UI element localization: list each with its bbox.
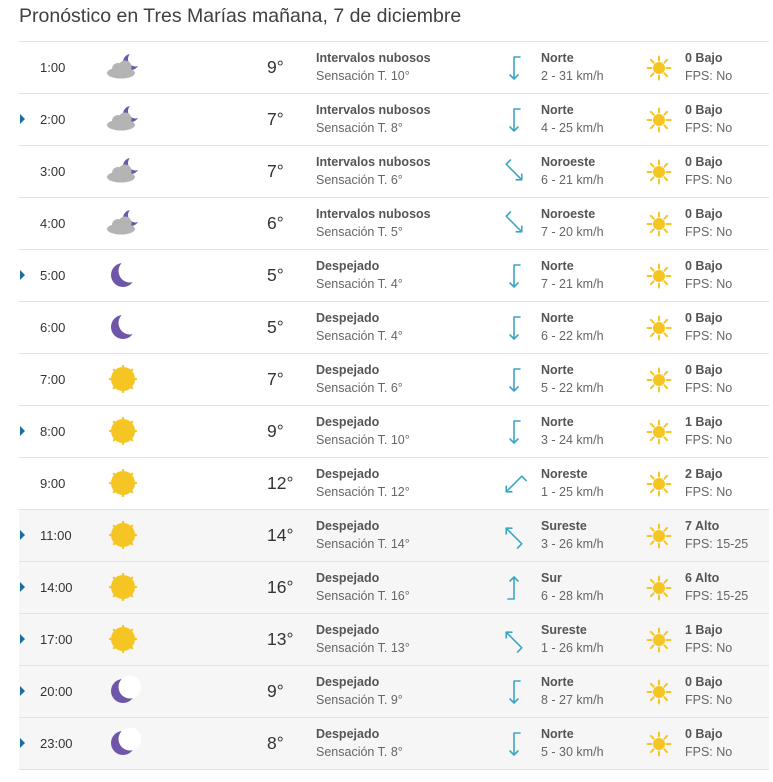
forecast-row — [19, 458, 769, 510]
feels-like: Sensación T. 16° — [316, 589, 410, 603]
expand-arrow-icon[interactable] — [20, 738, 25, 748]
cloud-moon-icon — [105, 207, 141, 239]
temperature: 5° — [267, 317, 284, 337]
uv-index: 1 Bajo — [685, 415, 723, 429]
expand-arrow-icon[interactable] — [20, 426, 25, 436]
forecast-row[interactable] — [19, 562, 769, 614]
sky-description: Despejado — [316, 727, 380, 741]
feels-like: Sensación T. 6° — [316, 173, 403, 187]
forecast-row — [19, 198, 769, 250]
expand-arrow-icon[interactable] — [20, 114, 25, 124]
forecast-row[interactable] — [19, 614, 769, 666]
cloud-moon-icon — [105, 103, 141, 135]
hour-label: 7:00 — [40, 372, 66, 387]
uv-sun-icon — [646, 211, 672, 237]
wind-direction: Norte — [541, 675, 574, 689]
expand-arrow-icon[interactable] — [20, 530, 25, 540]
uv-index: 2 Bajo — [685, 467, 723, 481]
wind-north-icon — [500, 676, 528, 708]
sun-icon — [105, 623, 141, 655]
uv-sun-icon — [646, 471, 672, 497]
uv-sun-icon — [646, 55, 672, 81]
feels-like: Sensación T. 4° — [316, 329, 403, 343]
wind-speed: 3 - 26 km/h — [541, 537, 604, 551]
wind-direction: Sureste — [541, 519, 587, 533]
sky-description: Despejado — [316, 519, 380, 533]
temperature: 8° — [267, 733, 284, 753]
wind-speed: 4 - 25 km/h — [541, 121, 604, 135]
wind-northwest-icon — [500, 156, 528, 188]
wind-speed: 8 - 27 km/h — [541, 693, 604, 707]
forecast-row[interactable] — [19, 666, 769, 718]
sun-icon — [105, 363, 141, 395]
temperature: 14° — [267, 525, 294, 545]
fps-label: FPS: No — [685, 173, 733, 187]
hour-label: 4:00 — [40, 216, 66, 231]
hour-label: 6:00 — [40, 320, 66, 335]
wind-speed: 7 - 20 km/h — [541, 225, 604, 239]
uv-sun-icon — [646, 523, 672, 549]
wind-north-icon — [500, 104, 528, 136]
uv-sun-icon — [646, 731, 672, 757]
forecast-row — [19, 302, 769, 354]
moon-icon — [105, 675, 141, 707]
wind-speed: 6 - 21 km/h — [541, 173, 604, 187]
fps-label: FPS: No — [685, 485, 733, 499]
cloud-moon-icon — [105, 155, 141, 187]
temperature: 7° — [267, 109, 284, 129]
uv-index: 0 Bajo — [685, 259, 723, 273]
expand-arrow-icon[interactable] — [20, 582, 25, 592]
sky-description: Intervalos nubosos — [316, 207, 431, 221]
uv-sun-icon — [646, 159, 672, 185]
forecast-row[interactable] — [19, 406, 769, 458]
hour-label: 2:00 — [40, 112, 66, 127]
wind-direction: Norte — [541, 311, 574, 325]
sun-icon — [105, 467, 141, 499]
uv-index: 0 Bajo — [685, 311, 723, 325]
wind-speed: 1 - 25 km/h — [541, 485, 604, 499]
forecast-row — [19, 42, 769, 94]
moon-icon — [105, 727, 141, 759]
uv-sun-icon — [646, 263, 672, 289]
feels-like: Sensación T. 13° — [316, 641, 410, 655]
fps-label: FPS: No — [685, 69, 733, 83]
temperature: 5° — [267, 265, 284, 285]
cloud-moon-icon — [105, 51, 141, 83]
sky-description: Despejado — [316, 623, 380, 637]
page-title: Pronóstico en Tres Marías mañana, 7 de diciembre — [19, 5, 462, 27]
wind-speed: 3 - 24 km/h — [541, 433, 604, 447]
forecast-row[interactable] — [19, 250, 769, 302]
sun-icon — [105, 519, 141, 551]
temperature: 13° — [267, 629, 294, 649]
feels-like: Sensación T. 8° — [316, 745, 403, 759]
hour-label: 17:00 — [40, 632, 73, 647]
forecast-row[interactable] — [19, 718, 769, 770]
wind-direction: Noroeste — [541, 207, 596, 221]
sky-description: Despejado — [316, 363, 380, 377]
uv-index: 7 Alto — [685, 519, 720, 533]
uv-index: 1 Bajo — [685, 623, 723, 637]
uv-index: 0 Bajo — [685, 363, 723, 377]
feels-like: Sensación T. 10° — [316, 69, 410, 83]
wind-speed: 2 - 31 km/h — [541, 69, 604, 83]
wind-northeast-icon — [500, 468, 528, 500]
sun-icon — [105, 415, 141, 447]
wind-speed: 7 - 21 km/h — [541, 277, 604, 291]
uv-sun-icon — [646, 107, 672, 133]
uv-sun-icon — [646, 679, 672, 705]
wind-north-icon — [500, 312, 528, 344]
fps-label: FPS: No — [685, 641, 733, 655]
feels-like: Sensación T. 6° — [316, 381, 403, 395]
forecast-row — [19, 354, 769, 406]
expand-arrow-icon[interactable] — [20, 634, 25, 644]
temperature: 7° — [267, 369, 284, 389]
hour-label: 20:00 — [40, 684, 73, 699]
uv-index: 0 Bajo — [685, 51, 723, 65]
temperature: 12° — [267, 473, 294, 493]
hour-label: 14:00 — [40, 580, 73, 595]
hour-label: 5:00 — [40, 268, 66, 283]
wind-south-icon — [500, 572, 528, 604]
uv-index: 0 Bajo — [685, 103, 723, 117]
wind-direction: Sur — [541, 571, 562, 585]
sky-description: Despejado — [316, 675, 380, 689]
feels-like: Sensación T. 12° — [316, 485, 410, 499]
wind-direction: Norte — [541, 363, 574, 377]
uv-index: 0 Bajo — [685, 207, 723, 221]
sun-icon — [105, 571, 141, 603]
wind-northwest-icon — [500, 208, 528, 240]
wind-direction: Norte — [541, 51, 574, 65]
wind-southeast-icon — [500, 520, 528, 552]
wind-direction: Norte — [541, 103, 574, 117]
uv-sun-icon — [646, 419, 672, 445]
fps-label: FPS: 15-25 — [685, 537, 749, 551]
wind-direction: Noroeste — [541, 155, 596, 169]
hour-label: 23:00 — [40, 736, 73, 751]
hour-label: 9:00 — [40, 476, 66, 491]
feels-like: Sensación T. 14° — [316, 537, 410, 551]
wind-direction: Sureste — [541, 623, 587, 637]
uv-index: 0 Bajo — [685, 155, 723, 169]
sky-description: Despejado — [316, 415, 380, 429]
sky-description: Despejado — [316, 571, 380, 585]
temperature: 7° — [267, 161, 284, 181]
sky-description: Despejado — [316, 259, 380, 273]
uv-sun-icon — [646, 315, 672, 341]
uv-index: 6 Alto — [685, 571, 720, 585]
feels-like: Sensación T. 4° — [316, 277, 403, 291]
fps-label: FPS: No — [685, 225, 733, 239]
uv-sun-icon — [646, 627, 672, 653]
wind-north-icon — [500, 52, 528, 84]
temperature: 16° — [267, 577, 294, 597]
fps-label: FPS: No — [685, 433, 733, 447]
sky-description: Intervalos nubosos — [316, 51, 431, 65]
fps-label: FPS: 15-25 — [685, 589, 749, 603]
wind-direction: Noreste — [541, 467, 588, 481]
wind-southeast-icon — [500, 624, 528, 656]
fps-label: FPS: No — [685, 121, 733, 135]
forecast-row — [19, 146, 769, 198]
wind-speed: 1 - 26 km/h — [541, 641, 604, 655]
wind-north-icon — [500, 416, 528, 448]
hour-label: 3:00 — [40, 164, 66, 179]
feels-like: Sensación T. 8° — [316, 121, 403, 135]
wind-direction: Norte — [541, 259, 574, 273]
moon-icon — [105, 311, 141, 343]
fps-label: FPS: No — [685, 329, 733, 343]
sky-description: Intervalos nubosos — [316, 155, 431, 169]
wind-north-icon — [500, 728, 528, 760]
uv-sun-icon — [646, 367, 672, 393]
wind-north-icon — [500, 260, 528, 292]
moon-icon — [105, 259, 141, 291]
temperature: 6° — [267, 213, 284, 233]
temperature: 9° — [267, 681, 284, 701]
hour-label: 8:00 — [40, 424, 66, 439]
fps-label: FPS: No — [685, 693, 733, 707]
hour-label: 11:00 — [40, 528, 72, 543]
forecast-row[interactable] — [19, 510, 769, 562]
forecast-row[interactable] — [19, 94, 769, 146]
wind-direction: Norte — [541, 727, 574, 741]
uv-index: 0 Bajo — [685, 727, 723, 741]
sky-description: Despejado — [316, 467, 380, 481]
hour-label: 1:00 — [40, 60, 66, 75]
feels-like: Sensación T. 9° — [316, 693, 403, 707]
fps-label: FPS: No — [685, 277, 733, 291]
wind-speed: 6 - 28 km/h — [541, 589, 604, 603]
wind-speed: 6 - 22 km/h — [541, 329, 604, 343]
sky-description: Despejado — [316, 311, 380, 325]
uv-index: 0 Bajo — [685, 675, 723, 689]
wind-speed: 5 - 22 km/h — [541, 381, 604, 395]
fps-label: FPS: No — [685, 745, 733, 759]
sky-description: Intervalos nubosos — [316, 103, 431, 117]
feels-like: Sensación T. 10° — [316, 433, 410, 447]
expand-arrow-icon[interactable] — [20, 270, 25, 280]
wind-direction: Norte — [541, 415, 574, 429]
expand-arrow-icon[interactable] — [20, 686, 25, 696]
hourly-forecast-table — [19, 41, 769, 770]
feels-like: Sensación T. 5° — [316, 225, 403, 239]
fps-label: FPS: No — [685, 381, 733, 395]
uv-sun-icon — [646, 575, 672, 601]
temperature: 9° — [267, 421, 284, 441]
temperature: 9° — [267, 57, 284, 77]
wind-north-icon — [500, 364, 528, 396]
wind-speed: 5 - 30 km/h — [541, 745, 604, 759]
